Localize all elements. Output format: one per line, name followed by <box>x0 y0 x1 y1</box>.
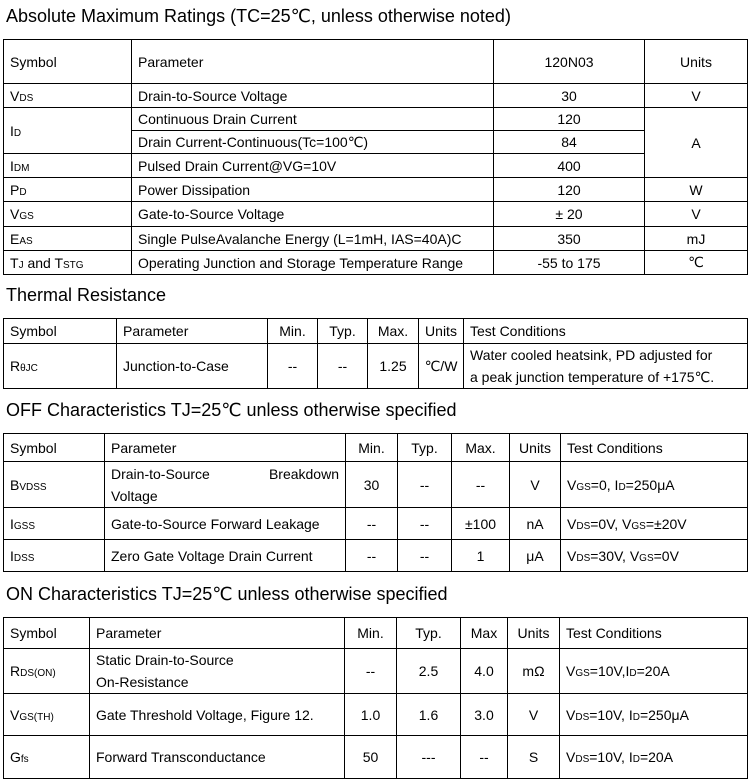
off-h-cond: Test Conditions <box>561 434 748 462</box>
abs-h-units: Units <box>645 40 748 84</box>
abs-h-parameter: Parameter <box>132 40 494 84</box>
max-cell: -- <box>452 462 510 508</box>
table-row <box>4 108 748 131</box>
min-cell: -- <box>346 508 398 540</box>
value-cell: 120 <box>494 108 645 131</box>
abs-table <box>3 39 748 275</box>
table-row <box>4 251 748 275</box>
on-h-min: Min. <box>345 618 397 649</box>
parameter-cell: Gate Threshold Voltage, Figure 12. <box>90 694 345 736</box>
thermal-h-parameter: Parameter <box>117 319 268 344</box>
condition-cell: VGS=10V,ID=20A <box>560 649 748 694</box>
thermal-h-min: Min. <box>268 319 318 344</box>
value-cell: 120 <box>494 178 645 202</box>
condition-cell: VDS=10V, ID=250μA <box>560 694 748 736</box>
table-row <box>4 344 748 389</box>
abs-h-symbol: Symbol <box>4 40 132 84</box>
parameter-cell: Drain-to-Source Voltage <box>132 84 494 108</box>
min-cell: 30 <box>346 462 398 508</box>
table-row <box>4 202 748 227</box>
thermal-header-row <box>4 319 748 344</box>
max-cell: 3.0 <box>461 694 508 736</box>
symbol-cell: IDSS <box>4 540 105 572</box>
off-h-typ: Typ. <box>398 434 452 462</box>
off-h-min: Min. <box>346 434 398 462</box>
symbol-cell: IGSS <box>4 508 105 540</box>
typ-cell: --- <box>397 736 461 779</box>
off-h-parameter: Parameter <box>105 434 346 462</box>
min-cell: -- <box>268 344 318 389</box>
parameter-cell: Gate-to-Source Voltage <box>132 202 494 227</box>
table-row <box>4 540 748 572</box>
max-cell: 4.0 <box>461 649 508 694</box>
on-h-units: Units <box>508 618 560 649</box>
condition-cell: VDS=30V, VGS=0V <box>561 540 748 572</box>
symbol-cell: TJ and TSTG <box>4 251 132 275</box>
unit-cell: mΩ <box>508 649 560 694</box>
unit-cell: ℃ <box>645 251 748 275</box>
max-cell: ±100 <box>452 508 510 540</box>
table-row <box>4 84 748 108</box>
on-h-max: Max <box>461 618 508 649</box>
typ-cell: 2.5 <box>397 649 461 694</box>
parameter-cell: Single PulseAvalanche Energy (L=1mH, IAS=40A)C <box>132 227 494 251</box>
off-h-units: Units <box>510 434 561 462</box>
parameter-cell: Static Drain-to-Source On-Resistance <box>90 649 345 694</box>
typ-cell: -- <box>398 540 452 572</box>
min-cell: -- <box>346 540 398 572</box>
parameter-cell: Pulsed Drain Current@VG=10V <box>132 154 494 178</box>
on-h-typ: Typ. <box>397 618 461 649</box>
parameter-cell: Gate-to-Source Forward Leakage <box>105 508 346 540</box>
parameter-cell: Zero Gate Voltage Drain Current <box>105 540 346 572</box>
off-header-row <box>4 434 748 462</box>
thermal-table <box>3 318 748 389</box>
symbol-cell: Gfs <box>4 736 90 779</box>
thermal-h-max: Max. <box>368 319 419 344</box>
unit-cell: mJ <box>645 227 748 251</box>
thermal-h-units: Units <box>419 319 464 344</box>
on-title: ON Characteristics TJ=25℃ unless otherwise specified <box>6 584 448 604</box>
parameter-cell: Continuous Drain Current <box>132 108 494 131</box>
typ-cell: -- <box>318 344 368 389</box>
abs-header-row <box>4 40 748 84</box>
unit-cell: A <box>645 108 748 178</box>
table-row <box>4 462 748 508</box>
on-h-symbol: Symbol <box>4 618 90 649</box>
abs-h-part: 120N03 <box>494 40 645 84</box>
unit-cell: V <box>508 694 560 736</box>
typ-cell: 1.6 <box>397 694 461 736</box>
on-h-parameter: Parameter <box>90 618 345 649</box>
thermal-h-typ: Typ. <box>318 319 368 344</box>
table-row <box>4 154 748 178</box>
symbol-cell: IDM <box>4 154 132 178</box>
off-h-max: Max. <box>452 434 510 462</box>
symbol-cell: PD <box>4 178 132 202</box>
table-row <box>4 178 748 202</box>
min-cell: -- <box>345 649 397 694</box>
abs-title: Absolute Maximum Ratings (TC=25℃, unless otherwise noted) <box>6 6 511 26</box>
symbol-cell: BVDSS <box>4 462 105 508</box>
off-title: OFF Characteristics TJ=25℃ unless otherwise specified <box>6 400 457 420</box>
unit-cell: W <box>645 178 748 202</box>
max-cell: 1.25 <box>368 344 419 389</box>
typ-cell: -- <box>398 462 452 508</box>
unit-cell: nA <box>510 508 561 540</box>
thermal-h-symbol: Symbol <box>4 319 117 344</box>
unit-cell: S <box>508 736 560 779</box>
table-row <box>4 508 748 540</box>
typ-cell: -- <box>398 508 452 540</box>
thermal-title: Thermal Resistance <box>6 285 167 305</box>
unit-cell: ℃/W <box>419 344 464 389</box>
parameter-cell: Junction-to-Case <box>117 344 268 389</box>
unit-cell: V <box>510 462 561 508</box>
value-cell: 30 <box>494 84 645 108</box>
parameter-cell: Operating Junction and Storage Temperature Range <box>132 251 494 275</box>
min-cell: 50 <box>345 736 397 779</box>
condition-cell: VDS=10V, ID=20A <box>560 736 748 779</box>
parameter-cell: Drain-to-Source Breakdown Voltage <box>105 462 346 508</box>
unit-cell: V <box>645 202 748 227</box>
max-cell: -- <box>461 736 508 779</box>
condition-cell: Water cooled heatsink, PD adjusted for a peak junction temperature of +175℃. <box>464 344 748 389</box>
unit-cell: V <box>645 84 748 108</box>
symbol-cell: EAS <box>4 227 132 251</box>
off-table <box>3 433 748 572</box>
value-cell: 400 <box>494 154 645 178</box>
table-row <box>4 736 748 779</box>
value-cell: 84 <box>494 131 645 154</box>
value-cell: -55 to 175 <box>494 251 645 275</box>
table-row <box>4 694 748 736</box>
table-row <box>4 227 748 251</box>
on-h-cond: Test Conditions <box>560 618 748 649</box>
parameter-cell: Drain Current-Continuous(Tc=100℃) <box>132 131 494 154</box>
symbol-cell: VGS <box>4 202 132 227</box>
unit-cell: μA <box>510 540 561 572</box>
symbol-cell: VGS(TH) <box>4 694 90 736</box>
condition-cell: VDS=0V, VGS=±20V <box>561 508 748 540</box>
value-cell: 350 <box>494 227 645 251</box>
symbol-cell: ID <box>4 108 132 154</box>
on-header-row <box>4 618 748 649</box>
on-table <box>3 617 748 779</box>
thermal-h-cond: Test Conditions <box>464 319 748 344</box>
condition-cell: VGS=0, ID=250μA <box>561 462 748 508</box>
table-row <box>4 649 748 694</box>
symbol-cell: RθJC <box>4 344 117 389</box>
max-cell: 1 <box>452 540 510 572</box>
value-cell: ± 20 <box>494 202 645 227</box>
off-h-symbol: Symbol <box>4 434 105 462</box>
parameter-cell: Power Dissipation <box>132 178 494 202</box>
symbol-cell: VDS <box>4 84 132 108</box>
parameter-cell: Forward Transconductance <box>90 736 345 779</box>
symbol-cell: RDS(ON) <box>4 649 90 694</box>
min-cell: 1.0 <box>345 694 397 736</box>
